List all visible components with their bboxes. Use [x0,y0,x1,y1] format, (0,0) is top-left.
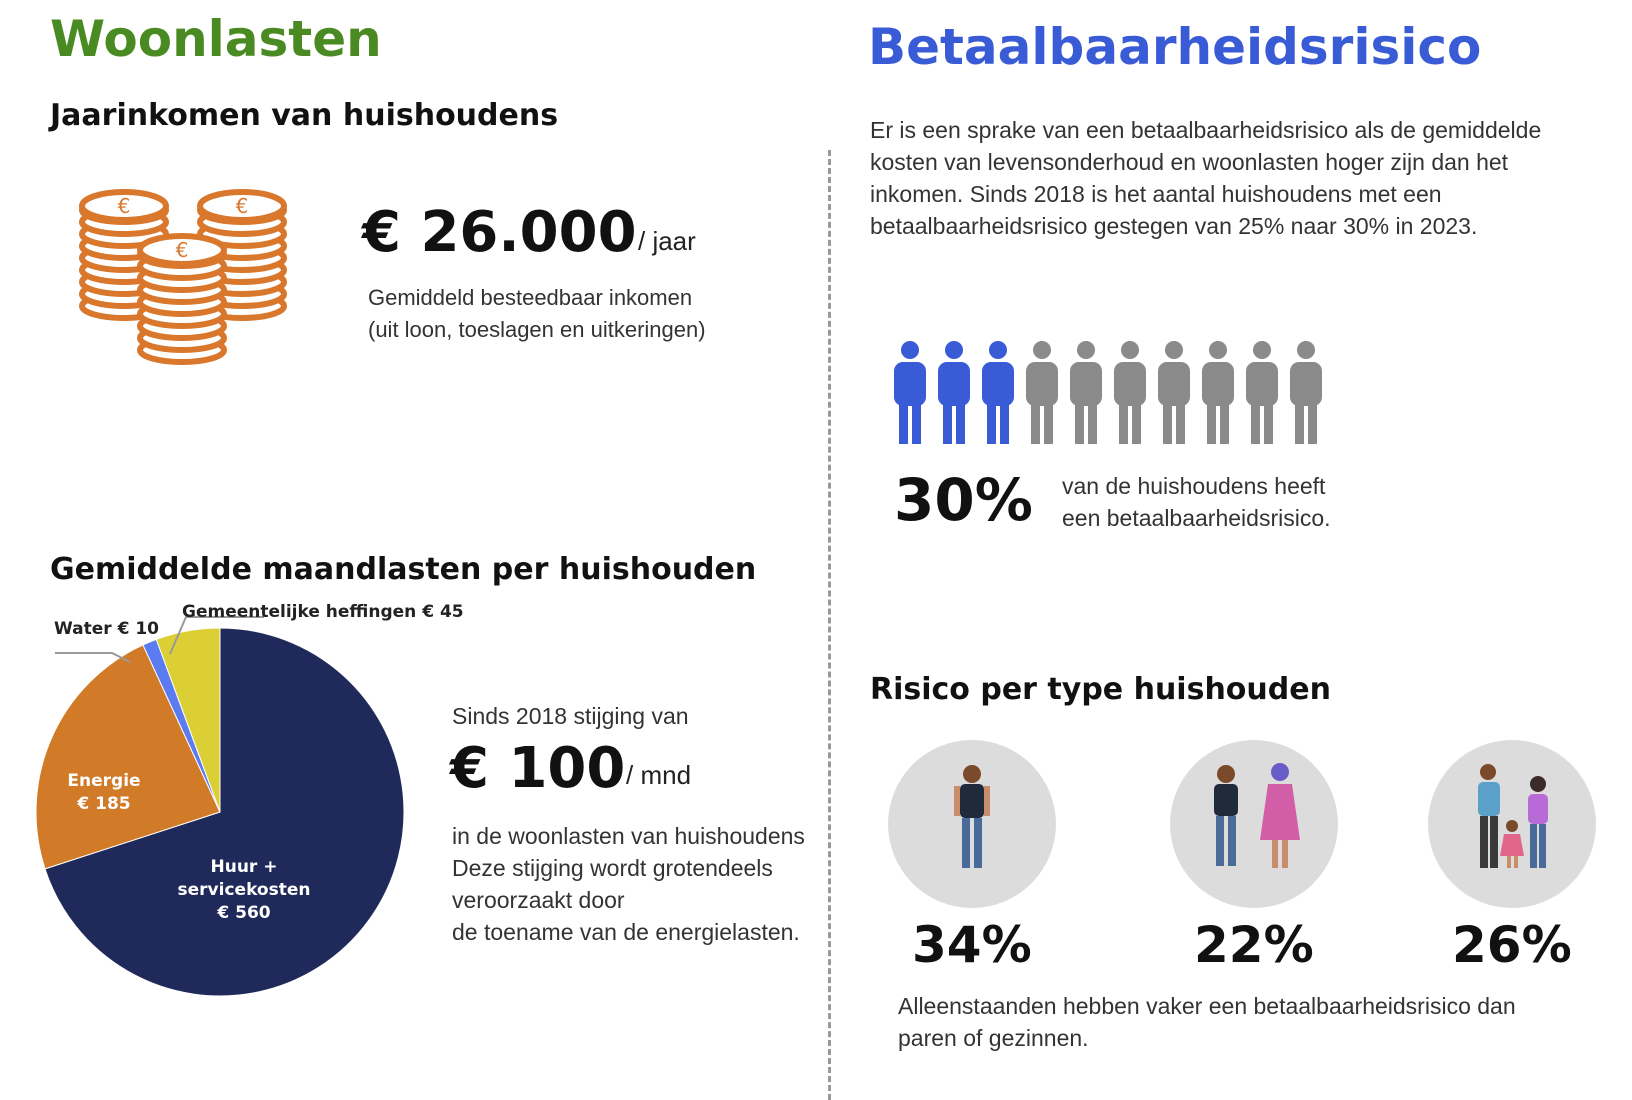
family-icon [1428,740,1596,908]
family-risk-pct: 26% [1452,916,1572,974]
income-value: € 26.000 [362,200,637,265]
svg-text:€: € [117,194,131,218]
single-person-icon [888,740,1056,908]
person-icon [1026,341,1058,444]
column-divider [828,150,831,1100]
increase-desc-2: Deze stijging wordt grotendeels [452,855,773,881]
intro-line-4: betaalbaarheidsrisico gestegen van 25% naar 30% in 2023. [870,213,1478,239]
person-at-risk-icon [938,341,970,444]
person-icon [1158,341,1190,444]
page-title-woonlasten: Woonlasten [50,10,382,68]
person-icon [1246,341,1278,444]
pie-label-energie-1: Energie [67,771,141,791]
people-share-icon [888,340,1348,450]
pie-label-huur-1: Huur + [210,857,278,877]
intro-line-2: kosten van levensonderhoud en woonlasten hoger zijn dan het [870,149,1509,175]
income-desc-2: (uit loon, toeslagen en uitkeringen) [368,317,706,342]
person-icon [1290,341,1322,444]
pie-label-huur-2: servicekosten [177,880,311,900]
couple-icon [1170,740,1338,908]
person-at-risk-icon [894,341,926,444]
pie-label-energie-2: € 185 [77,794,131,814]
risk-heading: Risico per type huishouden [870,672,1331,707]
increase-unit: / mnd [626,760,692,790]
person-icon [1202,341,1234,444]
income-desc-1: Gemiddeld besteedbaar inkomen [368,285,693,310]
increase-desc-4: de toename van de energielasten. [452,919,800,945]
increase-desc-1: in de woonlasten van huishoudens [452,823,805,849]
svg-text:€: € [175,238,189,262]
person-at-risk-icon [982,341,1014,444]
monthly-costs-pie-chart [20,600,440,1070]
conclusion-line-2: paren of gezinnen. [898,1025,1089,1051]
monthly-heading: Gemiddelde maandlasten per huishouden [50,552,757,587]
coins-icon [78,182,298,372]
pie-label-huur-3: € 560 [217,903,271,923]
intro-line-1: Er is een sprake van een betaalbaarheidsrisico als de gemiddelde [870,117,1542,143]
income-heading: Jaarinkomen van huishoudens [50,98,559,133]
svg-text:€: € [235,194,249,218]
conclusion-line-1: Alleenstaanden hebben vaker een betaalbaarheidsrisico dan [898,993,1516,1019]
single-risk-pct: 34% [912,916,1032,974]
page-title-betaalbaarheidsrisico: Betaalbaarheidsrisico [868,18,1482,76]
person-icon [1070,341,1102,444]
intro-line-3: inkomen. Sinds 2018 is het aantal huishoudens met een [870,181,1442,207]
share-desc-1: van de huishoudens heeft [1062,473,1326,499]
increase-desc-3: veroorzaakt door [452,887,625,913]
couple-risk-pct: 22% [1194,916,1314,974]
share-pct: 30% [894,466,1033,534]
pie-label-water: Water € 10 [54,619,159,639]
income-unit: / jaar [638,226,696,256]
share-desc-2: een betaalbaarheidsrisico. [1062,505,1331,531]
person-icon [1114,341,1146,444]
increase-intro: Sinds 2018 stijging van [452,703,689,729]
increase-value: € 100 [450,736,626,801]
pie-label-heffingen: Gemeentelijke heffingen € 45 [182,602,464,622]
